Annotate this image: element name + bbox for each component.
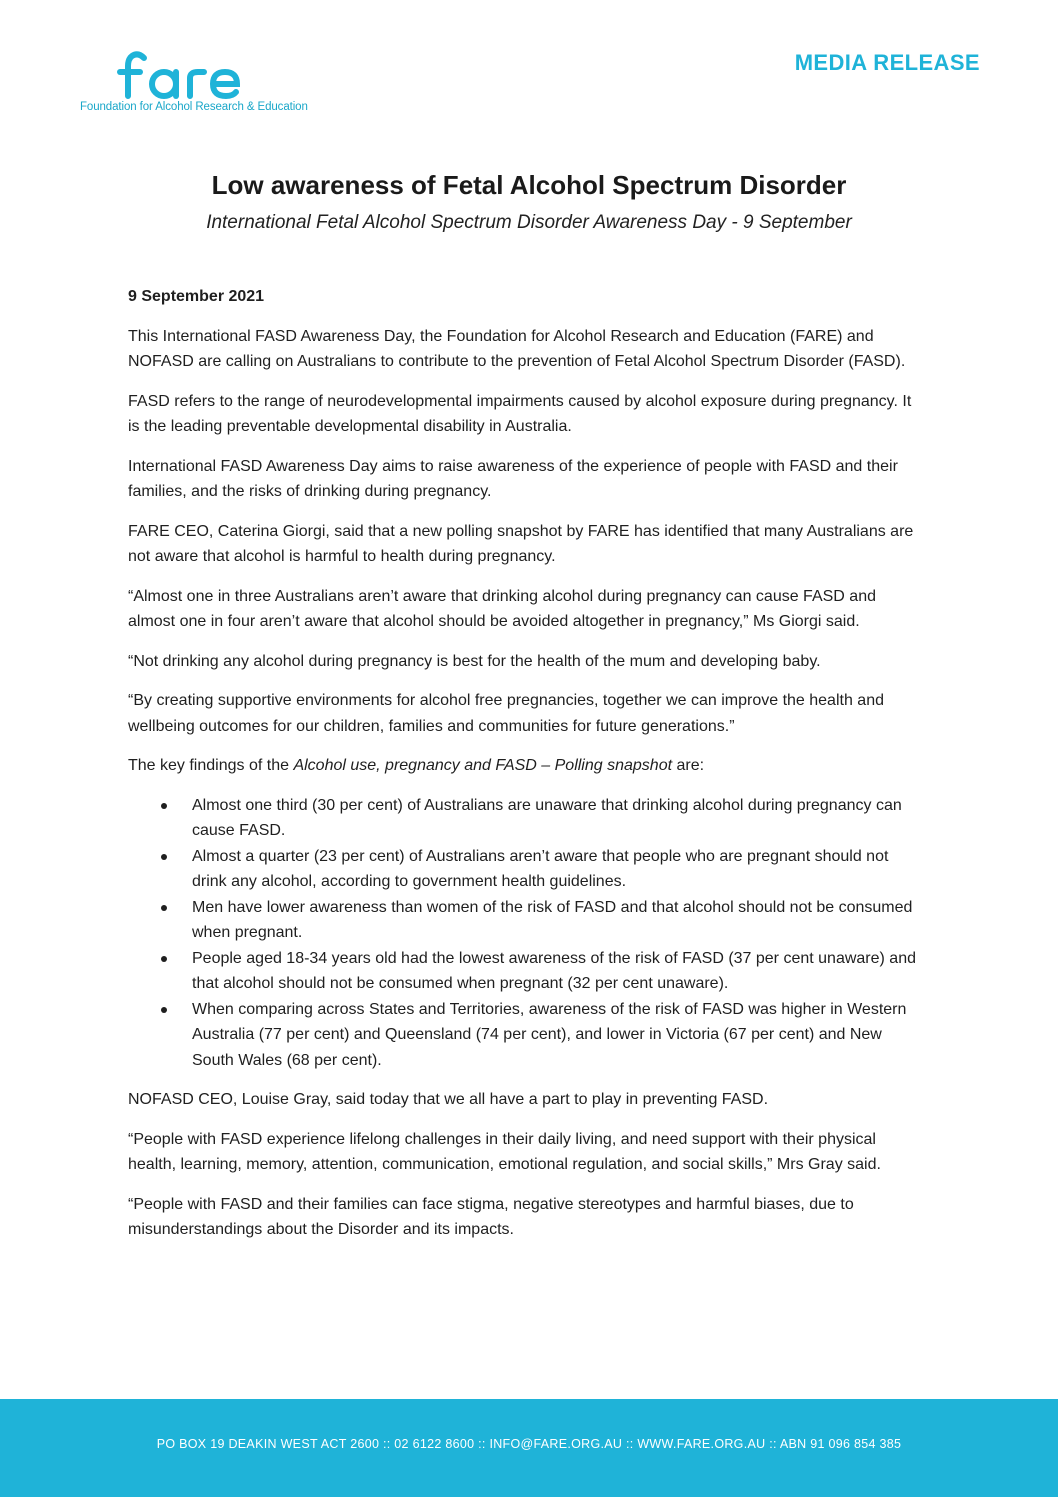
bullet-icon [161,905,167,911]
paragraph: This International FASD Awareness Day, the Foundation for Alcohol Research and Education (FARE) and NOFASD are calling on Australians to contribute to the prevention of Fetal Alcohol Spectrum Disorder (FASD). [128,327,906,370]
findings-list [128,793,923,1074]
findings-intro-after: are: [672,757,705,774]
release-date: 9 September 2021 [128,288,265,305]
article-body [128,284,923,1257]
paragraph: FASD refers to the range of neurodevelopmental impairments caused by alcohol exposure during pregnancy. It is the leading preventable developmental disability in Australia. [128,392,912,435]
paragraph: “People with FASD experience lifelong challenges in their daily living, and need support with their physical health, learning, memory, attention, communication, emotional regulation, and social skills,” Mrs Gray said. [128,1130,881,1173]
fare-wordmark-logo [80,48,320,100]
page-title: Low awareness of Fetal Alcohol Spectrum Disorder [211,170,847,200]
paragraph: NOFASD CEO, Louise Gray, said today that we all have a part to play in preventing FASD. [128,1091,769,1108]
finding-text: Men have lower awareness than women of the risk of FASD and that alcohol should not be consumed when pregnant. [192,898,913,941]
media-release-label: MEDIA RELEASE [794,50,980,75]
paragraph: FARE CEO, Caterina Giorgi, said that a new polling snapshot by FARE has identified that many Australians are not aware that alcohol is harmful to health during pregnancy. [128,522,914,565]
bullet-icon [161,956,167,962]
list-item [128,997,923,1074]
logo-tagline: Foundation for Alcohol Research & Education [80,101,308,113]
finding-text: Almost one third (30 per cent) of Australians are unaware that drinking alcohol during pregnancy can cause FASD. [192,796,902,839]
finding-text: Almost a quarter (23 per cent) of Australians aren’t aware that people who are pregnant should not drink any alcohol, according to government health guidelines. [192,847,889,890]
findings-intro-before: The key findings of the [128,757,294,774]
footer-bar [0,1399,1058,1497]
list-item [128,844,923,895]
bullet-icon [161,854,167,860]
list-item [128,946,923,997]
paragraph: “Not drinking any alcohol during pregnancy is best for the health of the mum and developing baby. [128,652,821,670]
finding-text: When comparing across States and Territories, awareness of the risk of FASD was higher in Western Australia (77 per cent) and Queensland (74 per cent), and lower in Victoria (67 per cent) and New South Wales (68 per cent). [192,1000,907,1069]
bullet-icon [161,803,167,809]
paragraph: “By creating supportive environments for alcohol free pregnancies, together we can improve the health and wellbeing outcomes for our children, families and communities for future generations.” [128,692,884,735]
list-item [128,895,923,946]
bullet-icon [161,1007,167,1013]
paragraph: “People with FASD and their families can face stigma, negative stereotypes and harmful biases, due to misunderstandings about the Disorder and its impacts. [128,1195,854,1238]
paragraph: International FASD Awareness Day aims to raise awareness of the experience of people with FASD and their families, and the risks of drinking during pregnancy. [128,457,898,500]
list-item [128,793,923,844]
fare-logo [80,48,320,120]
findings-intro [128,753,923,779]
finding-text: People aged 18-34 years old had the lowest awareness of the risk of FASD (37 per cent unaware) and that alcohol should not be consumed when pregnant (32 per cent unaware). [192,949,916,992]
page-subtitle: International Fetal Alcohol Spectrum Disorder Awareness Day - 9 September [206,212,852,233]
report-title: Alcohol use, pregnancy and FASD – Polling snapshot [293,757,673,774]
paragraph: “Almost one in three Australians aren’t aware that drinking alcohol during pregnancy can cause FASD and almost one in four aren’t aware that alcohol should be avoided altogether in pregnancy,” Ms Giorgi said. [128,587,876,630]
footer-contact: PO BOX 19 DEAKIN WEST ACT 2600 :: 02 6122 8600 :: INFO@FARE.ORG.AU :: WWW.FARE.ORG.AU :: ABN 91 096 854 385 [156,1437,902,1451]
